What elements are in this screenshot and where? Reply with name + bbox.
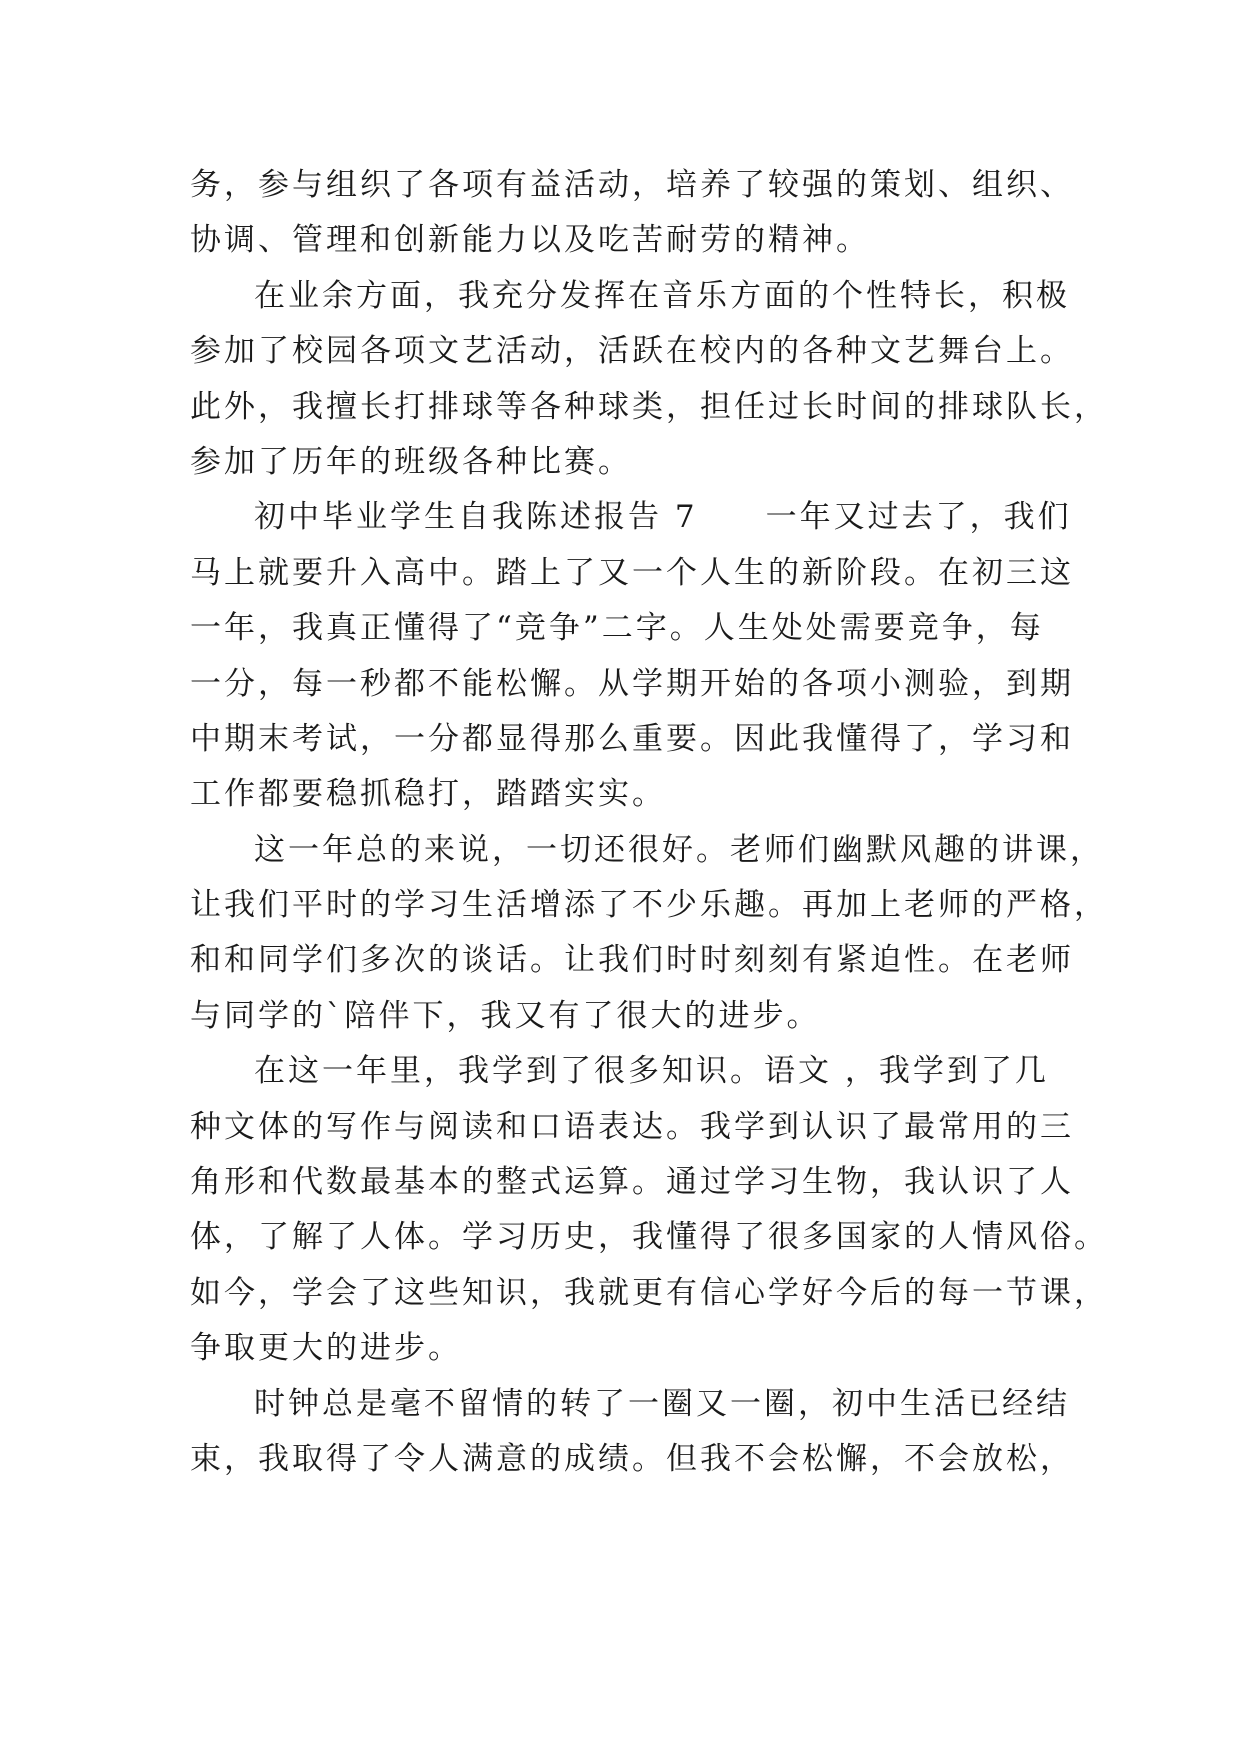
text-line: 和和同学们多次的谈话。让我们时时刻刻有紧迫性。在老师 <box>190 942 1074 979</box>
text-line: 时钟总是毫不留情的转了一圈又一圈，初中生活已经结 <box>254 1385 1070 1422</box>
text-line: 马上就要升入高中。踏上了又一个人生的新阶段。在初三这 <box>190 554 1074 591</box>
text-line: 束，我取得了令人满意的成绩。但我不会松懈，不会放松， <box>190 1440 1074 1477</box>
text-line: 工作都要稳抓稳打，踏踏实实。 <box>190 776 666 813</box>
text-line: 中期末考试，一分都显得那么重要。因此我懂得了，学习和 <box>190 720 1074 757</box>
text-line: 务，参与组织了各项有益活动，培养了较强的策划、组织、 <box>190 167 1074 203</box>
text-line: 角形和代数最基本的整式运算。通过学习生物，我认识了人 <box>190 1164 1074 1201</box>
text-line: 初中毕业学生自我陈述报告 7 一年又过去了，我们 <box>254 499 1072 536</box>
text-line: 参加了历年的班级各种比赛。 <box>190 443 632 480</box>
text-line: 争取更大的进步。 <box>190 1330 462 1367</box>
text-line: 如今，学会了这些知识，我就更有信心学好今后的每一节课， <box>190 1274 1108 1311</box>
text-line: 与同学的`陪伴下，我又有了很大的进步。 <box>190 997 821 1034</box>
text-line: 一分，每一秒都不能松懈。从学期开始的各项小测验，到期 <box>190 665 1074 702</box>
text-line: 在这一年里，我学到了很多知识。语文 ，我学到了几 <box>254 1053 1049 1090</box>
text-line: 协调、管理和创新能力以及吃苦耐劳的精神。 <box>190 222 870 259</box>
text-line: 参加了校园各项文艺活动，活跃在校内的各种文艺舞台上。 <box>190 333 1074 370</box>
text-line: 这一年总的来说，一切还很好。老师们幽默风趣的讲课， <box>254 831 1104 868</box>
text-line: 一年，我真正懂得了“竞争”二字。人生处处需要竞争，每 <box>190 610 1044 647</box>
text-line: 让我们平时的学习生活增添了不少乐趣。再加上老师的严格， <box>190 887 1108 924</box>
text-line: 在业余方面，我充分发挥在音乐方面的个性特长，积极 <box>254 277 1070 314</box>
text-line: 此外，我擅长打排球等各种球类，担任过长时间的排球队长， <box>190 388 1108 425</box>
document-body <box>190 158 1108 1487</box>
text-line: 种文体的写作与阅读和口语表达。我学到认识了最常用的三 <box>190 1108 1074 1145</box>
text-line: 体，了解了人体。学习历史，我懂得了很多国家的人情风俗。 <box>190 1219 1108 1256</box>
